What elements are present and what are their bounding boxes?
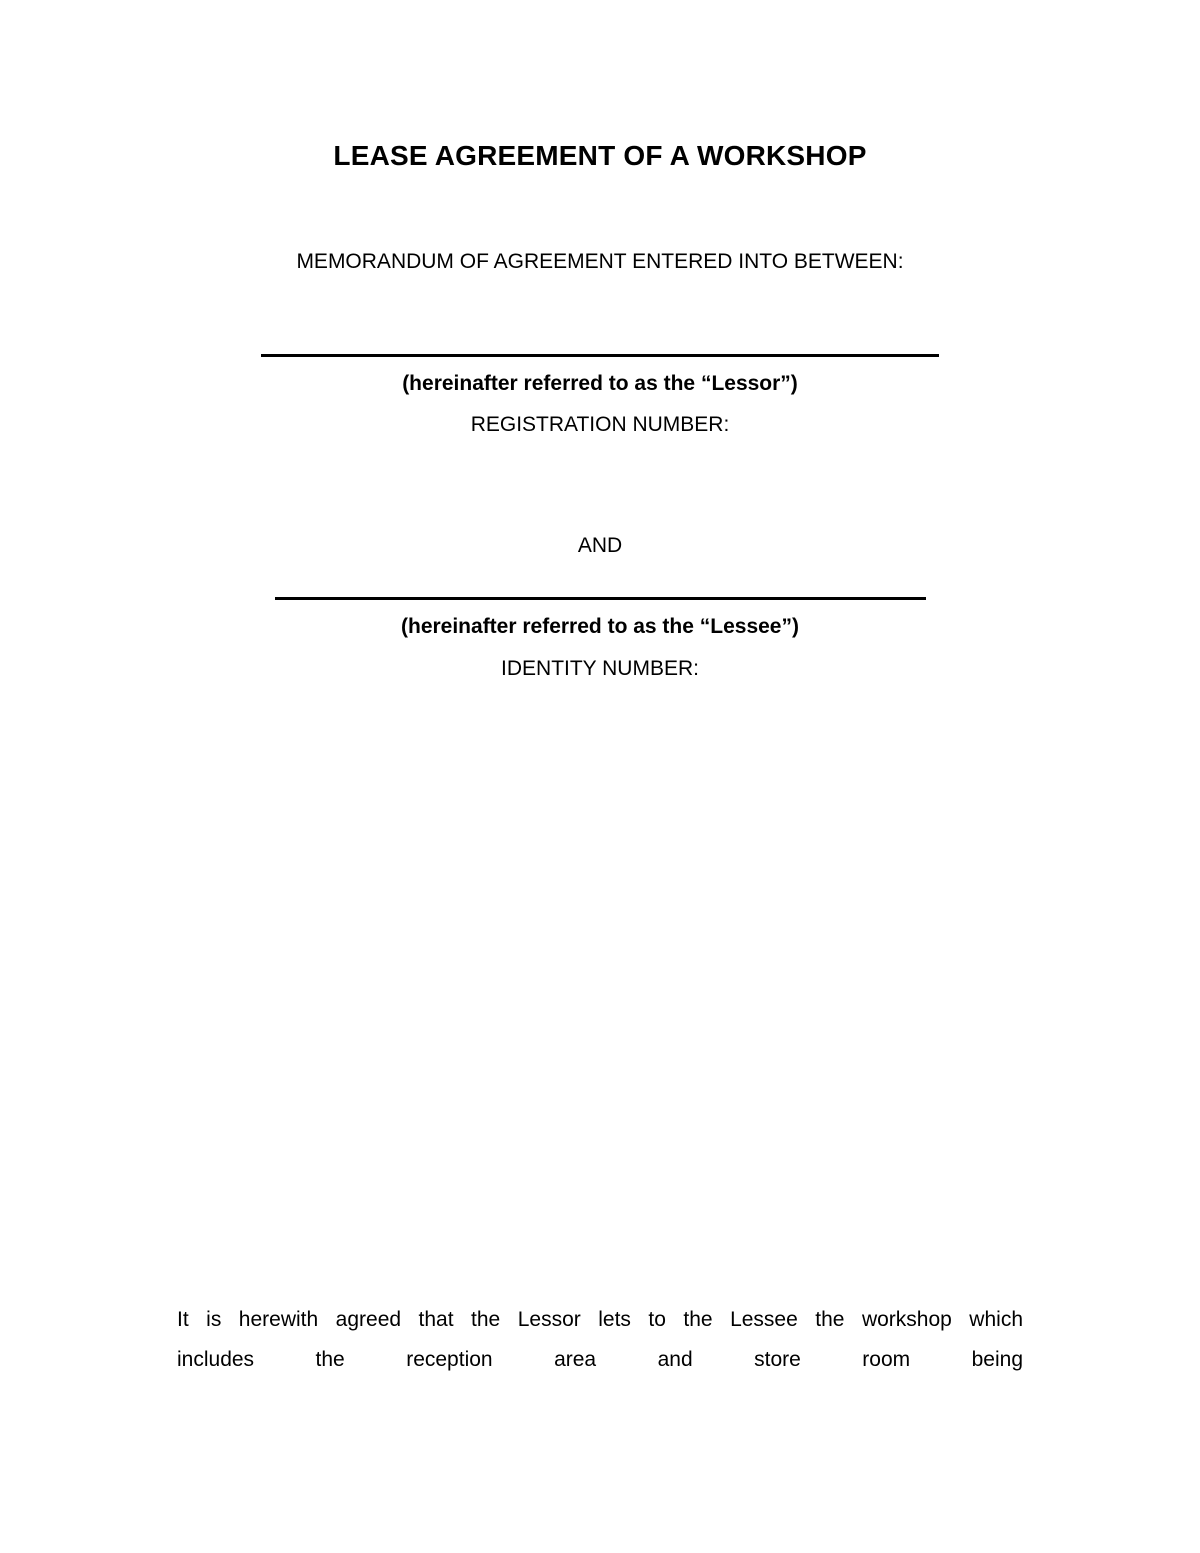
body-line: It is herewith agreed that the Lessor lets to the Lessee the workshop which bbox=[177, 1308, 1023, 1331]
registration-number-label: REGISTRATION NUMBER: bbox=[470, 413, 730, 436]
conjunction-and: AND bbox=[577, 534, 623, 557]
lessor-reference: (hereinafter referred to as the “Lessor”) bbox=[402, 372, 798, 395]
lessee-name-blank-line bbox=[275, 597, 926, 600]
lessor-name-blank-line bbox=[261, 354, 939, 357]
lessee-reference: (hereinafter referred to as the “Lessee”) bbox=[401, 615, 799, 638]
memorandum-heading: MEMORANDUM OF AGREEMENT ENTERED INTO BETWEEN: bbox=[296, 250, 904, 273]
agreement-body-paragraph bbox=[177, 1300, 1023, 1380]
body-line: includes the reception area and store room being bbox=[177, 1348, 1023, 1371]
document-title: LEASE AGREEMENT OF A WORKSHOP bbox=[333, 140, 867, 171]
identity-number-label: IDENTITY NUMBER: bbox=[501, 657, 699, 680]
